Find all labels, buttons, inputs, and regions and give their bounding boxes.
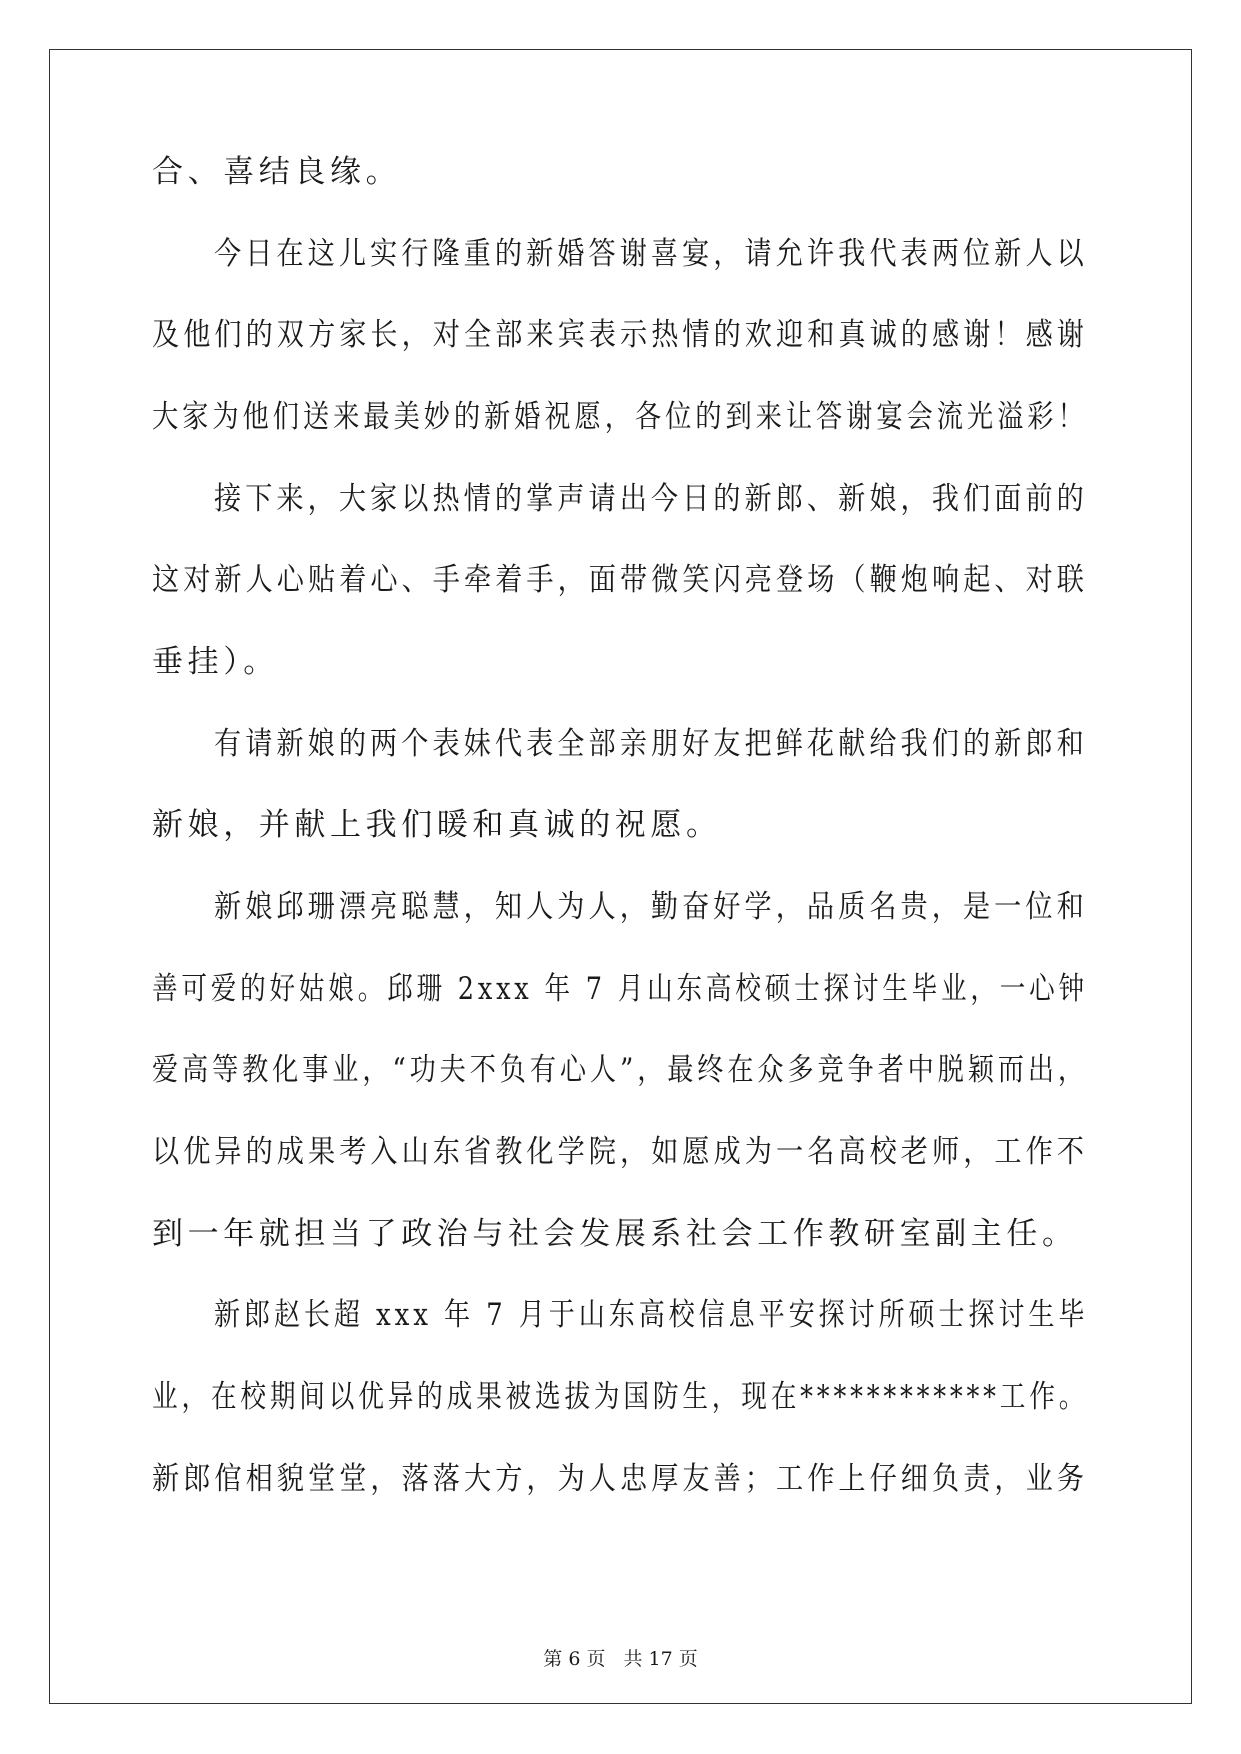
text-line: 新郎倌相貌堂堂，落落大方，为人忠厚友善；工作上仔细负责，业务 xyxy=(152,1461,1088,1497)
page-border xyxy=(49,49,1192,1704)
paragraph-first-line: 今日在这儿实行隆重的新婚答谢喜宴，请允许我代表两位新人以 xyxy=(214,236,1088,272)
page-number: 第 6 页 xyxy=(543,1648,606,1670)
page-footer xyxy=(0,1647,1241,1671)
paragraph-first-line: 新郎赵长超 xxx 年 7 月于山东高校信息平安探讨所硕士探讨生毕 xyxy=(214,1297,1089,1333)
paragraph-first-line: 有请新娘的两个表妹代表全部亲朋好友把鲜花献给我们的新郎和 xyxy=(214,726,1088,762)
text-line: 善可爱的好姑娘。邱珊 2xxx 年 7 月山东高校硕士探讨生毕业，一心钟 xyxy=(152,971,1088,1007)
paragraph-first-line: 接下来，大家以热情的掌声请出今日的新郎、新娘，我们面前的 xyxy=(214,481,1088,517)
text-line: 爱高等教化事业，“功夫不负有心人”，最终在众多竞争者中脱颖而出， xyxy=(152,1052,1088,1088)
text-line: 垂挂）。 xyxy=(152,644,279,680)
text-line: 业，在校期间以优异的成果被选拔为国防生，现在************工作。 xyxy=(152,1379,1089,1415)
text-line: 到一年就担当了政治与社会发展系社会工作教研室副主任。 xyxy=(152,1216,1078,1252)
text-line: 合、喜结良缘。 xyxy=(152,154,402,190)
text-line: 以优异的成果考入山东省教化学院，如愿成为一名高校老师，工作不 xyxy=(152,1134,1088,1170)
text-line: 新娘，并献上我们暖和真诚的祝愿。 xyxy=(152,807,722,843)
text-line: 大家为他们送来最美妙的新婚祝愿，各位的到来让答谢宴会流光溢彩！ xyxy=(152,399,1088,435)
text-line: 这对新人心贴着心、手牵着手，面带微笑闪亮登场（鞭炮响起、对联 xyxy=(152,562,1088,598)
paragraph-first-line: 新娘邱珊漂亮聪慧，知人为人，勤奋好学，品质名贵，是一位和 xyxy=(214,889,1088,925)
page-total: 共 17 页 xyxy=(623,1648,698,1670)
text-line: 及他们的双方家长，对全部来宾表示热情的欢迎和真诚的感谢！感谢 xyxy=(152,317,1088,353)
